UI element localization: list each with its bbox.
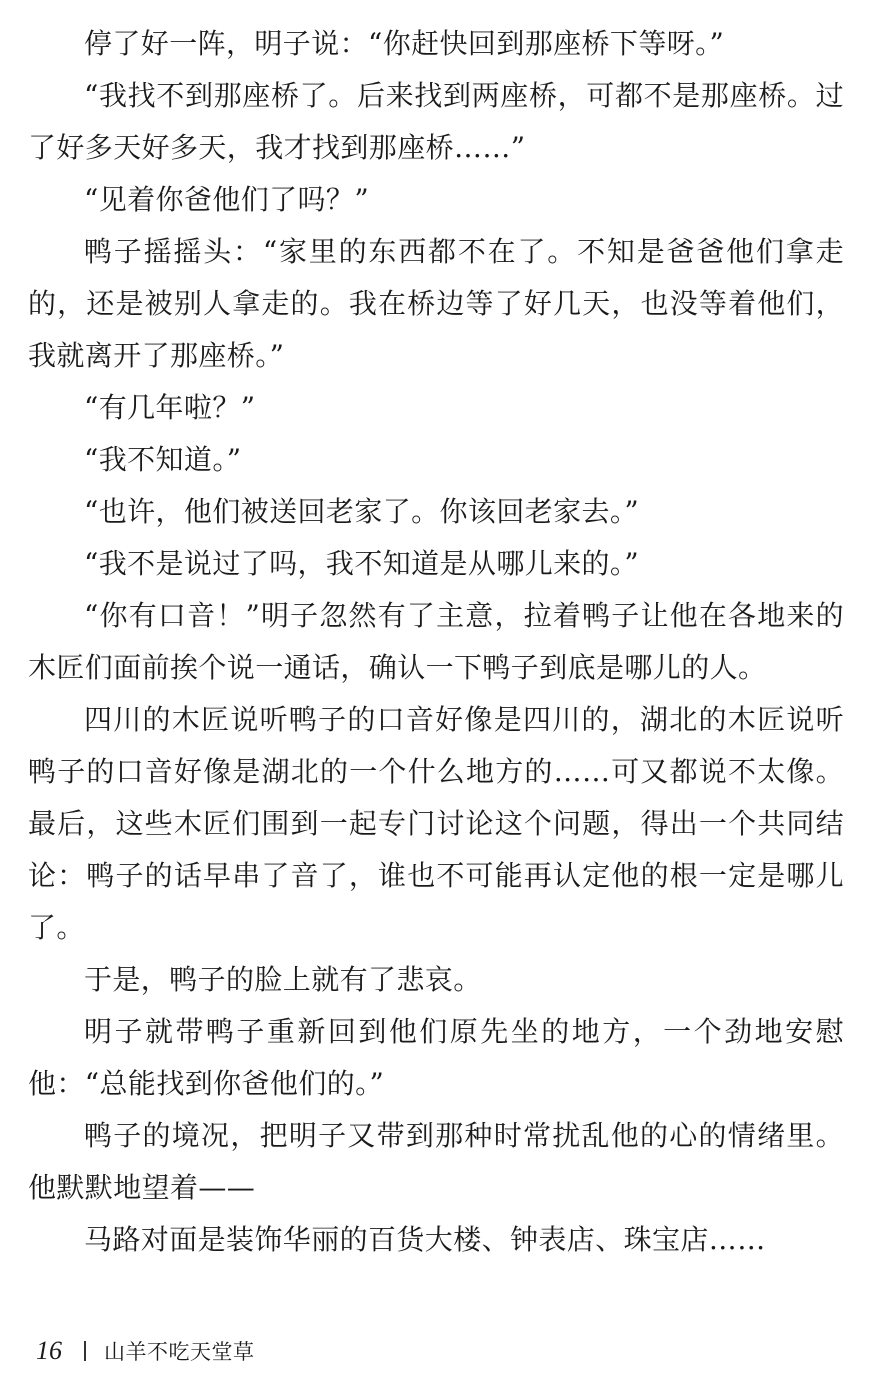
page-body bbox=[28, 18, 844, 1266]
paragraph: “有几年啦？” bbox=[84, 391, 256, 424]
paragraph: “我不是说过了吗，我不知道是从哪儿来的。” bbox=[84, 547, 640, 580]
paragraph: “见着你爸他们了吗？” bbox=[84, 183, 370, 216]
paragraph: 明子就带鸭子重新回到他们原先坐的地方，一个劲地安慰他：“总能找到你爸他们的。” bbox=[28, 1015, 844, 1100]
paragraph: “我找不到那座桥了。后来找到两座桥，可都不是那座桥。过了好多天好多天，我才找到那座桥……” bbox=[28, 79, 844, 164]
paragraph: “你有口音！”明子忽然有了主意，拉着鸭子让他在各地来的木匠们面前挨个说一通话，确认一下鸭子到底是哪儿的人。 bbox=[28, 599, 844, 684]
paragraph: 鸭子摇摇头：“家里的东西都不在了。不知是爸爸他们拿走的，还是被别人拿走的。我在桥边等了好几天，也没等着他们，我就离开了那座桥。” bbox=[28, 235, 844, 372]
book-title: 山羊不吃天堂草 bbox=[104, 1340, 255, 1364]
paragraph: 停了好一阵，明子说：“你赶快回到那座桥下等呀。” bbox=[84, 27, 725, 60]
paragraph: “我不知道。” bbox=[84, 443, 242, 476]
page-number: 16 bbox=[36, 1336, 62, 1365]
paragraph: 于是，鸭子的脸上就有了悲哀。 bbox=[84, 963, 482, 996]
page-footer bbox=[36, 1331, 255, 1371]
paragraph: “也许，他们被送回老家了。你该回老家去。” bbox=[84, 495, 640, 528]
footer-divider bbox=[84, 1341, 86, 1361]
paragraph: 四川的木匠说听鸭子的口音好像是四川的，湖北的木匠说听鸭子的口音好像是湖北的一个什么地方的……可又都说不太像。最后，这些木匠们围到一起专门讨论这个问题，得出一个共同结论：鸭子的话早串了音了，谁也不可能再认定他的根一定是哪儿了。 bbox=[28, 703, 844, 944]
paragraph: 鸭子的境况，把明子又带到那种时常扰乱他的心的情绪里。他默默地望着—— bbox=[28, 1119, 844, 1204]
paragraph: 马路对面是装饰华丽的百货大楼、钟表店、珠宝店…… bbox=[84, 1223, 766, 1256]
